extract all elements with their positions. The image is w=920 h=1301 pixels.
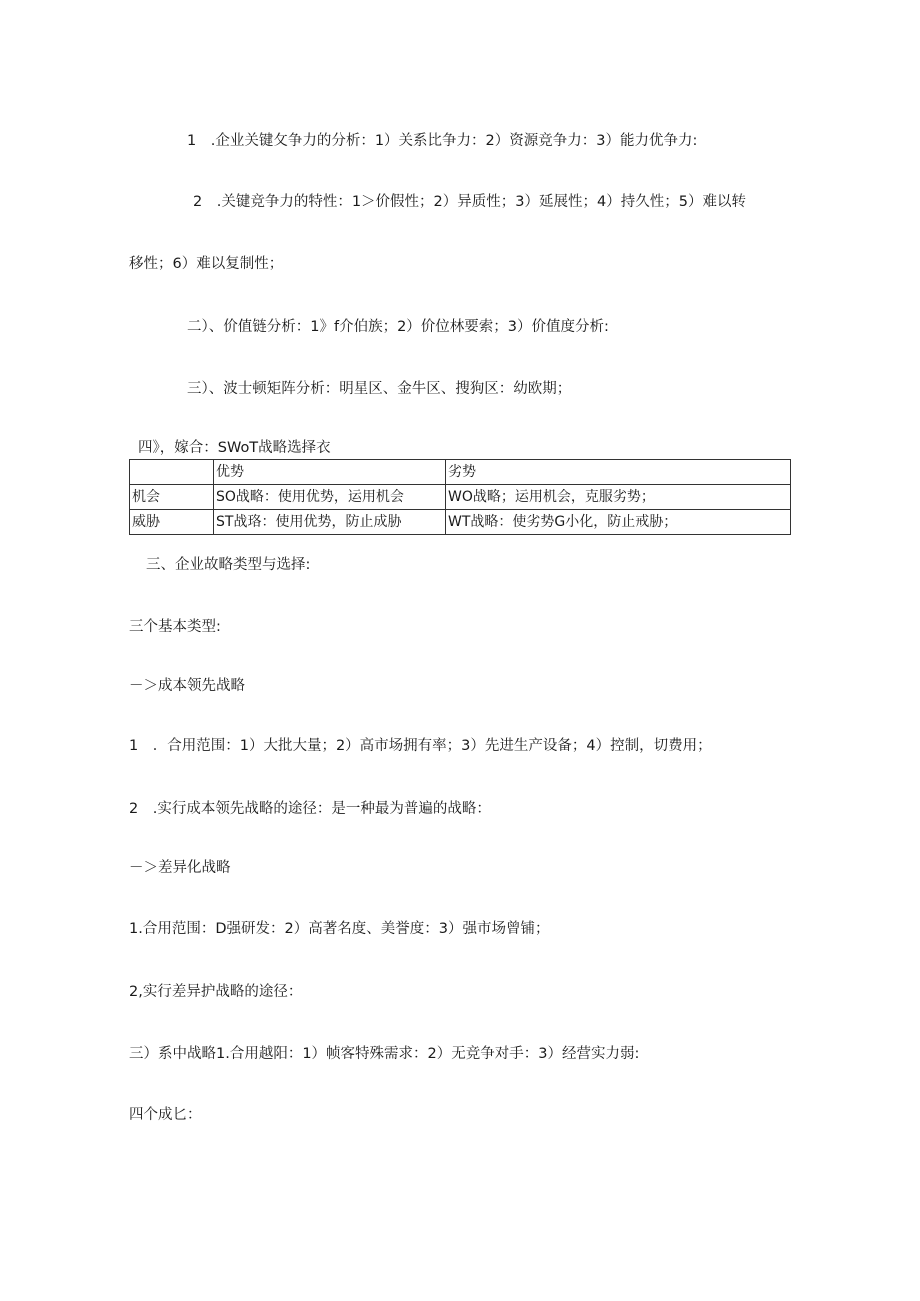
paragraph-focus-strategy: 三）系中战略1.合用越阳：1）帧客特殊需求：2）无竞争对手：3）经营实力弱: [129,1046,640,1062]
paragraph-core-competence-features: 2 .关键竞争力的特性：1＞价假性；2）异质性；3）延展性；4）持久性；5）难以转 [193,194,746,210]
table-row [130,485,791,510]
table-header-cell: 劣势 [446,460,791,485]
paragraph-differentiation-path: 2,实行差异护战略的途径： [129,984,303,1000]
paragraph-three-basic-types: 三个基本类型: [129,619,221,635]
table-cell: SO战略：使用优势，运用机会 [214,485,446,510]
swot-table [129,459,791,535]
table-cell: ST战珞：使用优势，防止成胁 [214,510,446,535]
paragraph-core-competence-analysis: 1 .企业关键攵争力的分析：1）关系比争力：2）资源竞争力：3）能力优争力: [187,133,698,149]
section-heading-strategy-types: 三、企业故略类型与选择: [146,557,311,573]
paragraph-cost-leadership-scope: 1 ．合用范围：1）大批大量；2）高市场拥有率；3）先进生产设备；4）控制，切费用； [129,738,712,754]
table-header-row [130,460,791,485]
heading-differentiation: －＞差异化战略 [129,860,231,876]
paragraph-differentiation-scope: 1.合用范围：D强研发：2）高著名度、美誉度：3）强市场曾铺； [129,921,550,937]
table-cell: WO战略；运用机会，克服劣势； [446,485,791,510]
table-cell: 威胁 [130,510,214,535]
table-cell: WT战略：使劣势G小化，防止戒胁； [446,510,791,535]
paragraph-core-competence-features-cont: 移性；6）难以复制性； [129,256,284,272]
paragraph-four-stages: 四个成匕： [129,1107,202,1123]
table-row [130,510,791,535]
paragraph-cost-leadership-path: 2 .实行成本领先战略的途径：是一种最为普遍的战略： [129,801,491,817]
paragraph-bcg-matrix: 三）、波士顿矩阵分析：明星区、金牛区、搜狗区：幼欧期； [187,381,572,397]
heading-cost-leadership: －＞成本领先战略 [129,678,245,694]
table-cell: 机会 [130,485,214,510]
table-title: 四》，嫁合：SWoT战略选择衣 [138,440,331,456]
table-header-cell [130,460,214,485]
paragraph-value-chain: 二）、价值链分析：1》f介伯族；2）价位林要索；3）价值度分析: [187,319,609,335]
table-header-cell: 优势 [214,460,446,485]
